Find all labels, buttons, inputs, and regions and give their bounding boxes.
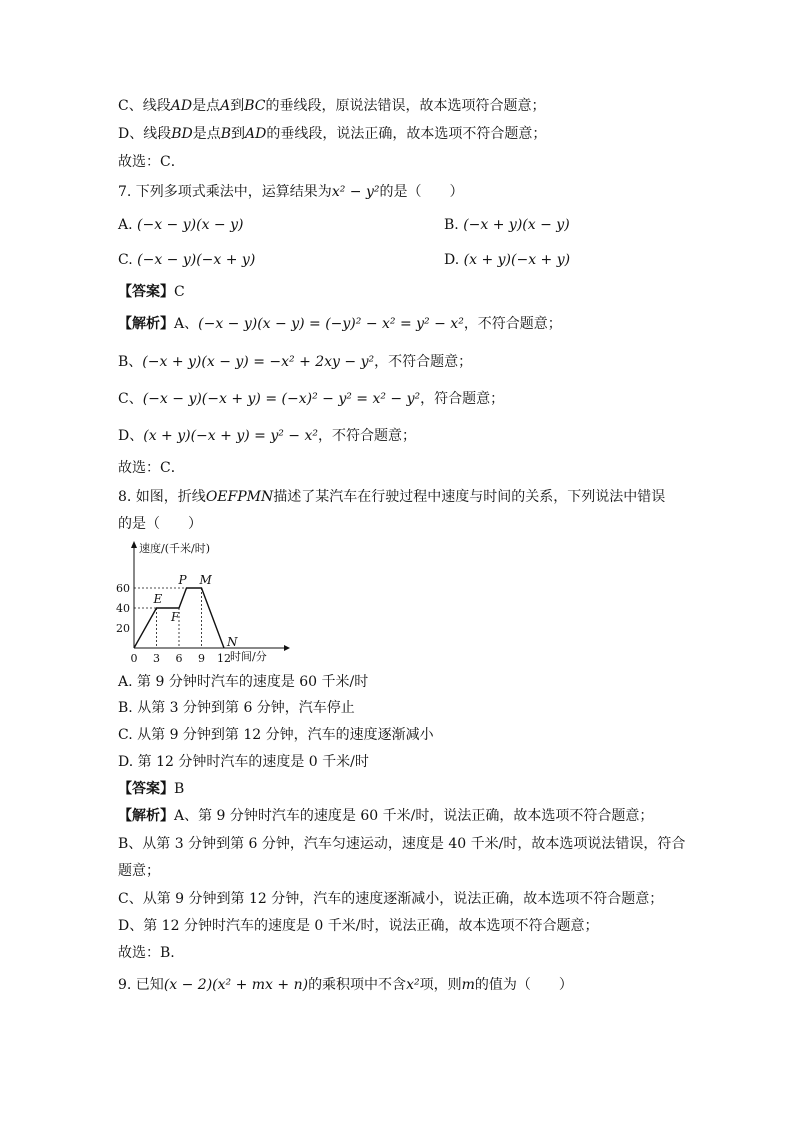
x-tick-label: 9	[198, 652, 205, 665]
x-tick-label: 6	[175, 652, 183, 665]
q8-analysis-line-5: D、第 12 分钟时汽车的速度是 0 千米/时，说法正确，故本选项不符合题意；	[118, 918, 599, 934]
point-label-N: N	[227, 635, 238, 649]
point-label-E: E	[153, 592, 163, 606]
q8-analysis-line-3: 题意；	[118, 863, 160, 879]
q7-analysis-a: 【解析】A、(−x − y)(x − y) = (−y)² − x² = y² − x²，不符合题意；	[118, 316, 562, 332]
q7-option-a: A. (−x − y)(x − y)	[118, 217, 244, 233]
q8-analysis-line-2: B、从第 3 分钟到第 6 分钟，汽车匀速运动，速度是 40 千米/时，故本选项说法错误，符合	[118, 836, 686, 852]
q8-option-c: C. 从第 9 分钟到第 12 分钟，汽车的速度逐渐减小	[118, 727, 434, 743]
q8-option-a: A. 第 9 分钟时汽车的速度是 60 千米/时	[118, 674, 369, 690]
chart-point-labels	[153, 573, 239, 649]
q7-analysis-b: B、(−x + y)(x − y) = −x² + 2xy − y²，不符合题意；	[118, 354, 473, 370]
q7-analysis-c: C、(−x − y)(−x + y) = (−x)² − y² = x² − y²，符合题意；	[118, 391, 505, 407]
x-tick-label: 12	[217, 652, 231, 665]
point-label-F: F	[171, 610, 180, 624]
q8-option-b: B. 从第 3 分钟到第 6 分钟，汽车停止	[118, 700, 355, 716]
q7-option-d: D. (x + y)(−x + y)	[444, 252, 571, 268]
chart-y-axis-label: 速度/(千米/时)	[139, 542, 210, 555]
y-tick-label: 40	[116, 602, 130, 615]
q6-choose: 故选：C．	[118, 154, 185, 170]
speed-time-chart	[112, 538, 292, 666]
q7-analysis-d: D、(x + y)(−x + y) = y² − x²，不符合题意；	[118, 428, 416, 444]
y-tick-label: 20	[116, 622, 130, 635]
q8-stem-line2: 的是（ ）	[118, 516, 202, 532]
x-tick-label: 3	[153, 652, 160, 665]
chart-x-axis-label: 时间/分	[230, 650, 267, 663]
q6-option-d-analysis: D、线段BD是点B到AD的垂线段，说法正确，故本选项不符合题意；	[118, 126, 547, 142]
q8-option-d: D. 第 12 分钟时汽车的速度是 0 千米/时	[118, 754, 369, 770]
q8-choose: 故选：B.	[118, 945, 175, 961]
q8-stem-line1: 8. 如图，折线OEFPMN描述了某汽车在行驶过程中速度与时间的关系，下列说法中错误	[118, 489, 666, 505]
q7-answer: 【答案】C	[118, 284, 185, 300]
q8-analysis-line-4: C、从第 9 分钟到第 12 分钟，汽车的速度逐渐减小，说法正确，故本选项不符合题意；	[118, 891, 664, 907]
q9-stem: 9. 已知(x − 2)(x² + mx + n)的乘积项中不含x²项，则m的值为（ ）	[118, 977, 573, 993]
y-axis-arrow	[131, 541, 137, 548]
point-label-P: P	[178, 573, 187, 587]
q7-choose: 故选：C．	[118, 460, 185, 476]
y-tick-label: 60	[116, 582, 130, 595]
q8-analysis-line-1: 【解析】A、第 9 分钟时汽车的速度是 60 千米/时，说法正确，故本选项不符合题意；	[118, 808, 654, 824]
x-tick-label: 0	[130, 652, 138, 665]
x-axis-arrow	[284, 645, 290, 651]
q6-option-c-analysis: C、线段AD是点A到BC的垂线段，原说法错误，故本选项符合题意；	[118, 98, 546, 114]
q7-option-b: B. (−x + y)(x − y)	[444, 217, 570, 233]
chart-guides	[134, 588, 202, 648]
q7-stem: 7. 下列多项式乘法中，运算结果为x² − y²的是（ ）	[118, 184, 464, 200]
q8-answer: 【答案】B	[118, 781, 185, 797]
q7-option-c: C. (−x − y)(−x + y)	[118, 252, 256, 268]
point-label-M: M	[199, 573, 212, 587]
